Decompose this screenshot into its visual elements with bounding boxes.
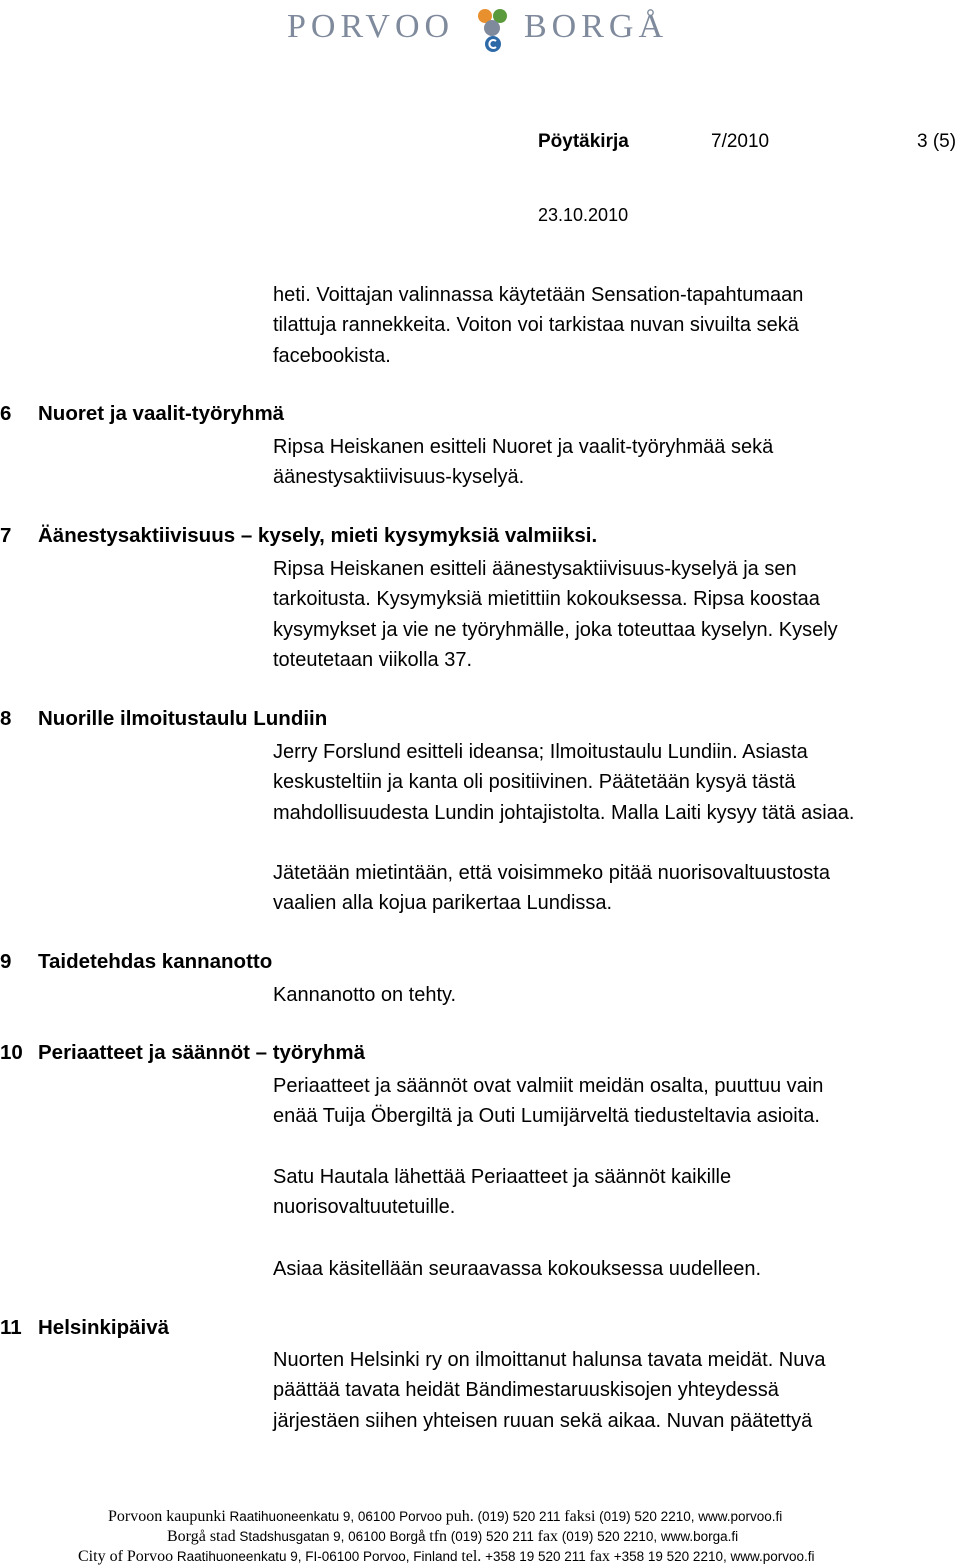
logo-word-porvoo: PORVOO [287,8,455,45]
item-8-paragraph-2 [273,858,830,919]
document-number: 7/2010 [711,131,770,152]
footer-fax-web: +358 19 520 2210, www.porvoo.fi [609,1549,815,1564]
text-line: Kannanotto on tehty. [273,984,457,1006]
text-line: nuorisovaltuutetuille. [273,1196,456,1219]
item-11-paragraph [273,1345,826,1436]
footer-fax-label: faksi [564,1508,596,1525]
item-10-number: 10 [0,1041,23,1064]
text-line: toteutetaan viikolla 37. [273,649,473,672]
text-line: Jätetään mietintään, että voisimmeko pitää nuorisovaltuustosta [273,862,830,884]
footer-line-en [78,1547,815,1567]
text-line: Jerry Forslund esitteli ideansa; Ilmoitustaulu Lundiin. Asiasta [273,741,808,763]
emblem-blue-circle [485,36,501,52]
text-line: vaalien alla kojua parikertaa Lundissa. [273,892,613,915]
item-8-paragraph-1 [273,737,854,828]
text-line: äänestysaktiivisuus-kyselyä. [273,466,525,489]
footer-fax-web: (019) 520 2210, www.porvoo.fi [595,1509,783,1524]
text-line: järjestäen siihen yhteisen ruuan sekä aikaa. Nuvan päätettyä [273,1409,813,1432]
logo-word-borga: BORGÅ [524,8,669,45]
footer-line-fi [108,1507,782,1527]
footer-phone: (019) 520 211 [447,1529,538,1544]
text-line: keskusteltiin ja kanta oli positiivinen. Päätetään kysyä tästä [273,771,796,794]
footer-phone: +358 19 520 211 [481,1549,590,1564]
footer-phone-label: puh. [445,1508,474,1525]
footer-fax-label: fax [537,1528,559,1545]
text-line: Periaatteet ja säännöt ovat valmiit meidän osalta, puuttuu vain [273,1075,824,1097]
text-line: Ripsa Heiskanen esitteli Nuoret ja vaalit-työryhmää sekä [273,436,774,458]
item-7-number: 7 [0,524,12,547]
intro-paragraph [273,280,803,371]
footer-phone-label: tel. [461,1548,482,1565]
footer-fax-label: fax [589,1548,610,1565]
document-title: Pöytäkirja [538,131,629,152]
footer-org-name: Porvoon kaupunki [108,1508,226,1525]
footer-line-sv [167,1527,738,1547]
text-line: mahdollisuudesta Lundin johtajistolta. Malla Laiti kysyy tätä asiaa. [273,801,855,824]
footer-phone-label: tfn [429,1528,448,1545]
footer-address: Stadshusgatan 9, 06100 Borgå [235,1529,430,1544]
item-9-number: 9 [0,950,12,973]
item-8-title: Nuorille ilmoitustaulu Lundiin [38,707,328,730]
item-7-paragraph [273,554,838,676]
footer-address: Raatihuoneenkatu 9, 06100 Porvoo [225,1509,446,1524]
text-line: Nuorten Helsinki ry on ilmoittanut halunsa tavata meidät. Nuva [273,1349,826,1371]
text-line: heti. Voittajan valinnassa käytetään Sensation-tapahtumaan [273,284,804,306]
document-date: 23.10.2010 [538,205,629,225]
item-6-number: 6 [0,402,12,425]
porvoo-borga-logo [287,0,677,58]
item-9-paragraph [273,980,456,1010]
text-line: Ripsa Heiskanen esitteli äänestysaktiivisuus-kyselyä ja sen [273,558,797,580]
footer-org-name: Borgå stad [167,1528,236,1545]
footer-org-name: City of Porvoo [78,1548,174,1565]
text-line: enää Tuija Öbergiltä ja Outi Lumijärveltä tiedusteltavia asioita. [273,1105,820,1128]
text-line: kysymykset ja vie ne työryhmälle, joka toteuttaa kyselyn. Kysely [273,618,838,641]
footer-phone: (019) 520 211 [473,1509,565,1524]
item-9-title: Taidetehdas kannanotto [38,950,273,973]
item-11-number: 11 [0,1316,22,1339]
item-10-title: Periaatteet ja säännöt – työryhmä [38,1041,365,1064]
text-line: Asiaa käsitellään seuraavassa kokouksessa uudelleen. [273,1258,762,1280]
text-line: päättää tavata heidät Bändimestaruuskisojen yhteydessä [273,1379,779,1402]
item-8-number: 8 [0,707,12,730]
page-number: 3 (5) [917,131,957,152]
text-line: facebookista. [273,344,391,367]
item-10-paragraph-1 [273,1071,823,1132]
text-line: tilattuja rannekkeita. Voiton voi tarkistaa nuvan sivuilta sekä [273,314,799,337]
item-10-paragraph-2 [273,1162,731,1223]
footer-fax-web: (019) 520 2210, www.borga.fi [558,1529,739,1544]
item-6-title: Nuoret ja vaalit-työryhmä [38,402,285,425]
item-11-title: Helsinkipäivä [38,1316,170,1339]
item-7-title: Äänestysaktiivisuus – kysely, mieti kysymyksiä valmiiksi. [38,524,598,547]
emblem-grey-circle [484,20,500,36]
porvoo-borga-emblem-icon [469,4,517,54]
item-6-paragraph [273,432,773,493]
text-line: Satu Hautala lähettää Periaatteet ja säännöt kaikille [273,1166,732,1188]
item-10-paragraph-3 [273,1254,761,1284]
footer-address: Raatihuoneenkatu 9, FI-06100 Porvoo, Finland [173,1549,462,1564]
emblem-svg [469,4,517,54]
text-line: tarkoitusta. Kysymyksiä mietittiin kokouksessa. Ripsa koostaa [273,588,820,611]
